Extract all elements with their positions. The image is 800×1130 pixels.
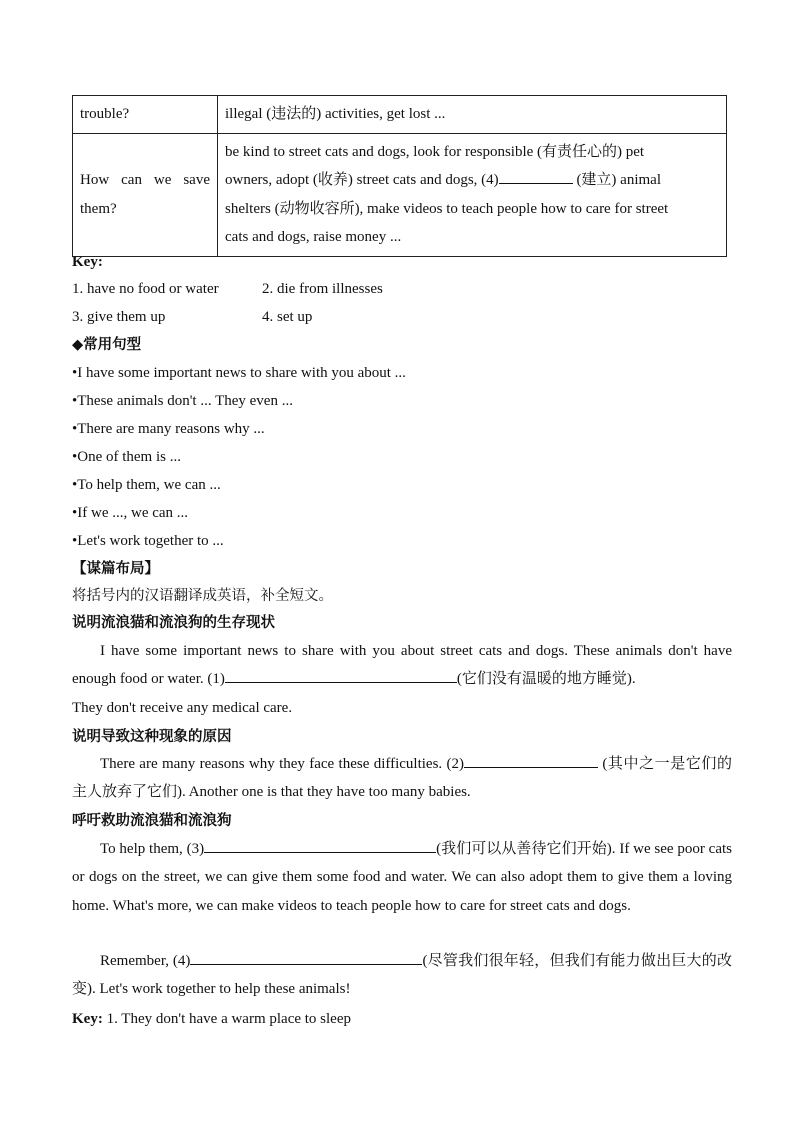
answer-line: be kind to street cats and dogs, look for responsible (有责任心的) pet [225,143,645,160]
chinese-hint: (我们可以从善待它们开始). [436,841,616,857]
table-question-cell: How can we save them? [73,133,218,256]
paragraph-text: Another one is that they have too many babies. [185,784,471,801]
chinese-hint: (其中之一是它们的主人放弃了它们). [72,756,732,801]
table-row [73,96,727,134]
key-answer: 1. They don't have a warm place to sleep [102,1011,352,1027]
fill-blank[interactable] [499,168,573,184]
section1-heading: 说明流浪猫和流浪狗的生存现状 [72,615,275,631]
key-row [72,279,383,299]
answer-line: shelters (动物收容所), make videos to teach people how to care for street [225,200,669,217]
fill-blank[interactable] [464,752,598,768]
key2-row [72,1009,351,1029]
paragraph-text: Remember, (4) [100,953,191,969]
paragraph-text: There are many reasons why they face these difficulties. (2) [100,756,464,772]
answer-text: owners, adopt (收养) street cats and dogs, (4) [225,172,499,188]
pattern-item: •Let's work together to ... [72,533,224,549]
paragraph-text: I have some important news to share with you about street cats and dogs. These animals don't have enough food or water. (1) [72,643,732,688]
key-label: Key: [72,254,103,270]
layout-heading: 【谋篇布局】 [72,561,159,577]
pattern-item: •To help them, we can ... [72,477,221,493]
pattern-item: •I have some important news to share with you about ... [72,365,406,381]
fill-blank[interactable] [204,837,436,853]
table-answer-cell: illegal (违法的) activities, get lost ... [218,96,727,134]
table-answer-cell [218,133,727,256]
paragraph-text: Let's work together to help these animals! [95,981,351,998]
table-question-cell: trouble? [73,96,218,134]
fill-blank[interactable] [190,949,422,965]
key-label: Key: [72,1011,103,1027]
section3-paragraph-2 [72,947,732,1004]
table-row [73,133,727,256]
info-table [72,95,727,257]
answer-line [225,166,719,195]
key-item: 3. give them up [72,309,166,325]
key-item: 2. die from illnesses [262,281,383,297]
section1-paragraph [72,637,732,722]
section3-heading: 呼吁救助流浪猫和流浪狗 [72,813,232,829]
patterns-heading: ◆常用句型 [72,337,142,353]
layout-instruction: 将括号内的汉语翻译成英语，补全短文。 [72,588,333,604]
pattern-item: •If we ..., we can ... [72,505,189,521]
paragraph-text: To help them, (3) [100,841,205,857]
key-item: 4. set up [262,309,313,325]
pattern-item: •One of them is ... [72,449,181,465]
fill-blank[interactable] [225,667,457,683]
chinese-hint: (尽管我们很年轻，但我们有能力做出巨大的改变). [72,953,733,998]
section2-paragraph [72,750,732,807]
key-item: 1. have no food or water [72,281,219,297]
pattern-item: •These animals don't ... They even ... [72,393,293,409]
pattern-item: •There are many reasons why ... [72,421,265,437]
section3-paragraph [72,835,732,920]
chinese-hint: (它们没有温暖的地方睡觉). [456,671,636,688]
section2-heading: 说明导致这种现象的原因 [72,729,232,745]
paragraph-text: They don't receive any medical care. [72,699,293,716]
paragraph-text: If we see poor cats or dogs on the street, we can give them some food and water. We can also adopt them to give them a loving home. What's more, we can make videos to teach people how to care for street cats and dogs. [72,841,732,914]
answer-text: (建立) animal [572,172,661,188]
answer-line: cats and dogs, raise money ... [225,229,402,245]
key-row [72,307,313,327]
